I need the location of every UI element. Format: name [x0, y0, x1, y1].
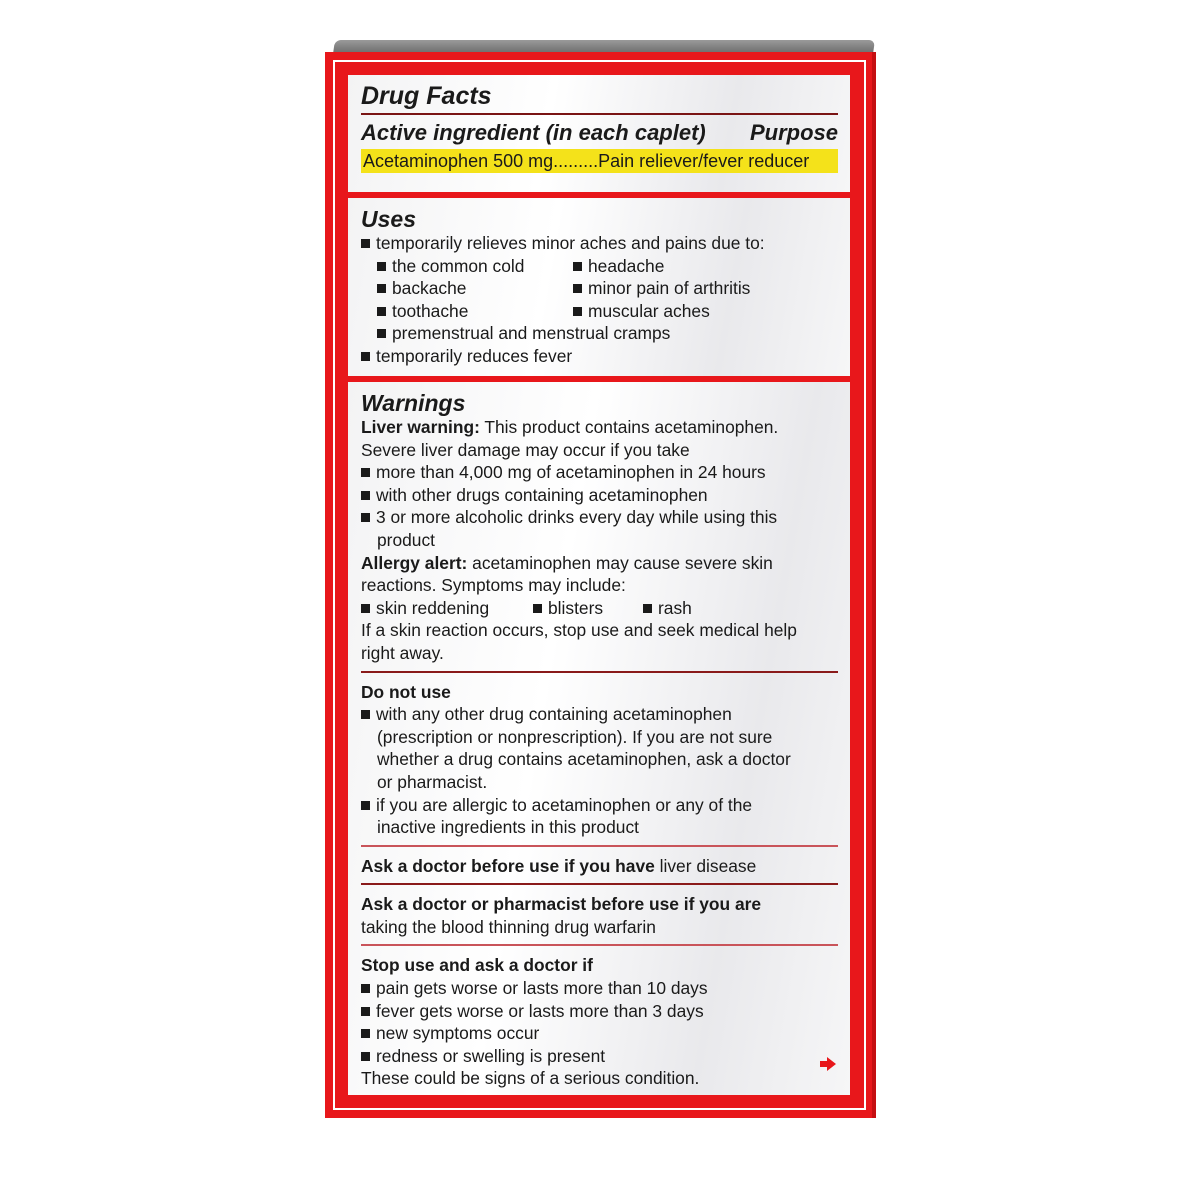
title-divider [361, 113, 838, 115]
uses-section [348, 198, 850, 376]
allergy-text: reactions. Symptoms may include: [361, 575, 626, 596]
allergy-alert: Allergy alert: acetaminophen may cause severe skin [361, 552, 773, 573]
liver-bullet-continuation: product [377, 529, 436, 550]
do-not-use-item: with any other drug containing acetaminophen [361, 703, 838, 726]
do-not-use-item-cont: whether a drug contains acetaminophen, ask a doctor [377, 749, 791, 770]
ask-doctor: Ask a doctor before use if you have liver disease [361, 855, 757, 876]
allergy-text: If a skin reaction occurs, stop use and seek medical help [361, 620, 797, 641]
section-divider [361, 845, 838, 847]
stop-use-item: fever gets worse or lasts more than 3 days [361, 1000, 838, 1023]
use-condition: the common cold [377, 255, 573, 278]
liver-warning-text: Severe liver damage may occur if you take [361, 439, 690, 460]
ask-doctor-pharmacist: Ask a doctor or pharmacist before use if you are [361, 894, 762, 915]
uses-conditions-grid [361, 255, 838, 323]
section-divider [361, 883, 838, 885]
active-ingredient-header-row [361, 119, 838, 147]
stop-use-item: new symptoms occur [361, 1022, 838, 1045]
active-ingredient-section [348, 75, 850, 192]
use-condition: premenstrual and menstrual cramps [361, 322, 838, 345]
stop-use-title: Stop use and ask a doctor if [361, 955, 593, 976]
do-not-use-item-cont: (prescription or nonprescription). If you are not sure [377, 726, 773, 747]
liver-bullet: more than 4,000 mg of acetaminophen in 24 hours [361, 461, 838, 484]
symptom: blisters [533, 597, 643, 620]
allergy-symptoms [361, 597, 838, 620]
uses-title: Uses [361, 206, 416, 232]
use-condition: headache [573, 255, 838, 278]
liver-warning-label: Liver warning: [361, 417, 480, 437]
ask-doctor-pharmacist-text: taking the blood thinning drug warfarin [361, 916, 656, 937]
product-box-side [325, 52, 876, 1118]
symptom: rash [643, 597, 692, 620]
active-ingredient-header: Active ingredient (in each caplet) [361, 120, 706, 145]
active-ingredient-line: Acetaminophen 500 mg.........Pain reliever/fever reducer [361, 149, 838, 173]
stop-use-item: pain gets worse or lasts more than 10 days [361, 977, 838, 1000]
section-divider [361, 671, 838, 673]
drug-facts-panel [341, 69, 857, 1101]
warnings-title: Warnings [361, 390, 466, 416]
allergy-alert-label: Allergy alert: [361, 552, 468, 573]
do-not-use-title: Do not use [361, 681, 451, 702]
liver-bullet: with other drugs containing acetaminophen [361, 484, 838, 507]
uses-fever: temporarily reduces fever [361, 345, 838, 368]
use-condition: minor pain of arthritis [573, 277, 838, 300]
use-condition: backache [377, 277, 573, 300]
red-arrow-right-icon [820, 1057, 836, 1071]
use-condition: muscular aches [573, 300, 838, 323]
symptom: skin reddening [361, 597, 533, 620]
liver-warning: Liver warning: This product contains acetaminophen. [361, 417, 779, 437]
do-not-use-item-cont: or pharmacist. [377, 771, 488, 792]
do-not-use-item: if you are allergic to acetaminophen or any of the [361, 794, 838, 817]
stop-use-item: redness or swelling is present [361, 1045, 838, 1068]
liver-bullet: 3 or more alcoholic drinks every day while using this [361, 506, 838, 529]
use-condition: toothache [377, 300, 573, 323]
do-not-use-item-cont: inactive ingredients in this product [377, 817, 639, 838]
purpose-header: Purpose [749, 120, 838, 145]
drug-facts-title: Drug Facts [361, 82, 492, 110]
uses-intro: temporarily relieves minor aches and pains due to: [361, 232, 838, 255]
warnings-section [348, 382, 850, 1095]
section-divider [361, 944, 838, 946]
stop-use-closing: These could be signs of a serious condition. [361, 1068, 700, 1089]
allergy-text: right away. [361, 642, 444, 663]
